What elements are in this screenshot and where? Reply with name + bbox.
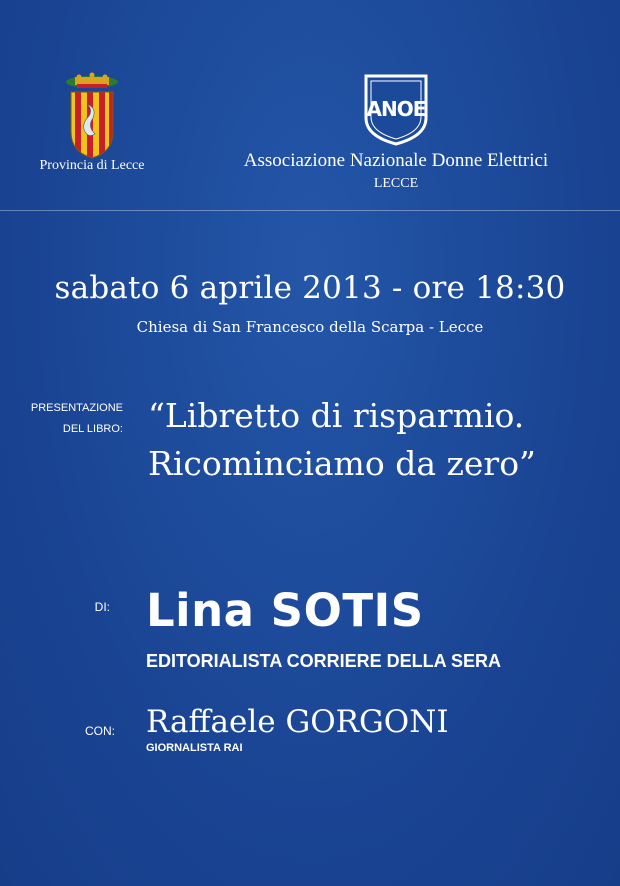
- author-name: Lina SOTIS: [146, 584, 424, 637]
- author-role: EDITORIALISTA CORRIERE DELLA SERA: [146, 651, 502, 671]
- book-title-line-1: “Libretto di risparmio.: [148, 396, 525, 435]
- guest-label: CON:: [85, 724, 115, 738]
- association-city: LECCE: [373, 176, 419, 191]
- header-divider: [0, 210, 620, 211]
- author-label: DI:: [94, 600, 110, 614]
- anoe-logo-text: ANOE: [366, 97, 426, 121]
- anoe-logo-icon: [362, 72, 430, 146]
- book-title-line-2: Ricominciamo da zero”: [148, 444, 536, 483]
- event-date-time: sabato 6 aprile 2013 - ore 18:30: [54, 270, 566, 306]
- province-name: Provincia di Lecce: [39, 158, 145, 173]
- presentation-label-book: DEL LIBRO:: [62, 423, 123, 435]
- guest-role: GIORNALISTA RAI: [146, 742, 243, 754]
- presentation-label: PRESENTAZIONE: [30, 402, 123, 414]
- association-name: Associazione Nazionale Donne Elettrici: [243, 150, 549, 171]
- guest-name: Raffaele GORGONI: [146, 704, 449, 740]
- lecce-crest-icon: [63, 72, 121, 160]
- event-place: Chiesa di San Francesco della Scarpa - Lecce: [136, 318, 484, 336]
